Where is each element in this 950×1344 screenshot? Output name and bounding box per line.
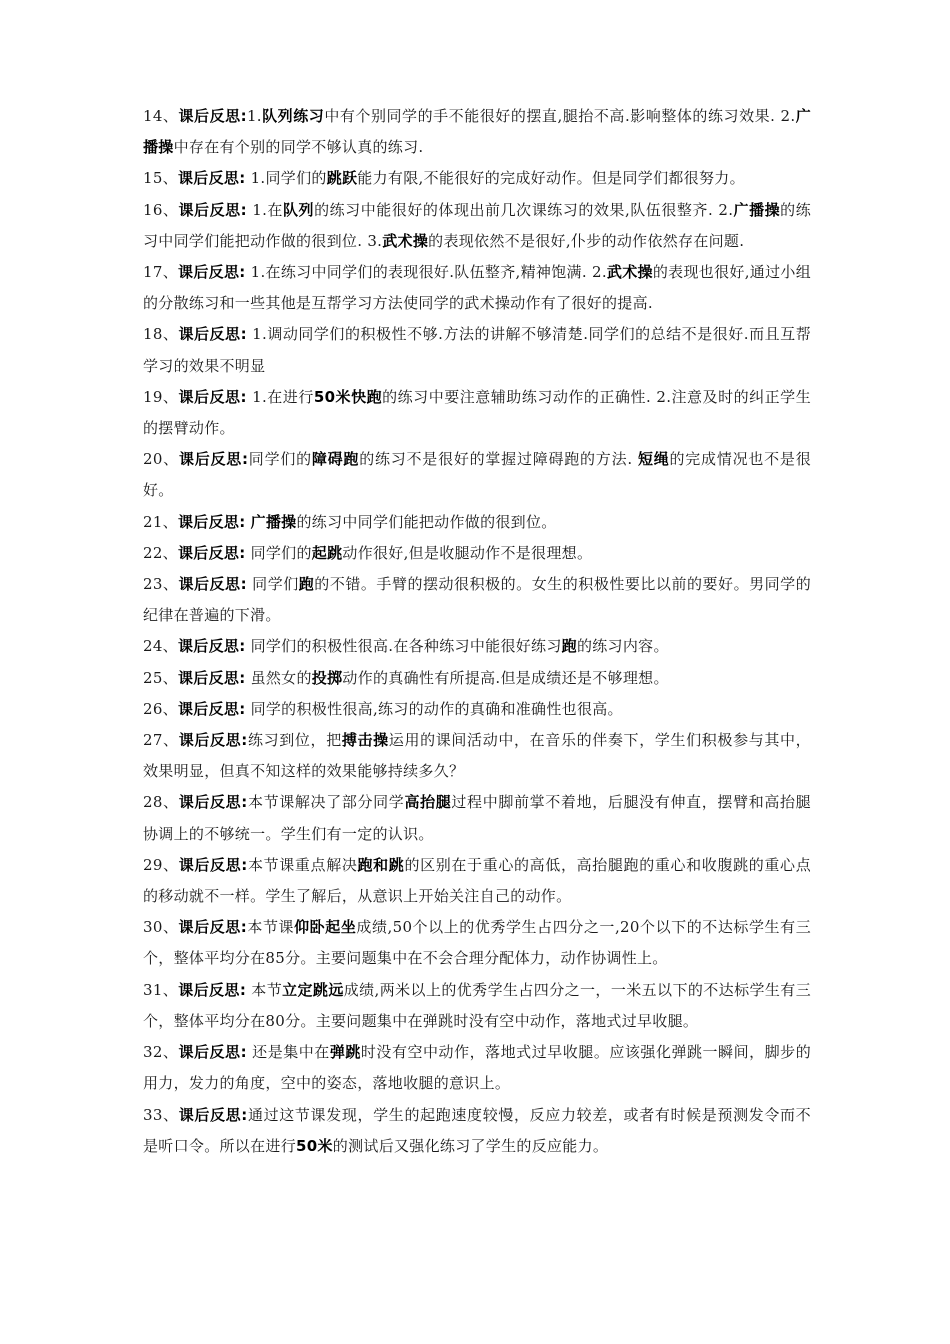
entry-text: 通过这节课发现，学生的起跑速度较慢，反应力较差，或者有时候是预测发令而不是听口令。所以在进行 <box>143 1105 811 1155</box>
entry-text: 的测试后又强化练习了学生的反应能力。 <box>332 1136 609 1155</box>
entry-heading: 课后反思: <box>178 543 246 562</box>
entry-text: 的完成情况也不是很好。 <box>143 450 811 500</box>
highlight-term: 跑和跳 <box>357 855 405 874</box>
entry-heading: 课后反思: <box>178 169 246 188</box>
entry-heading: 课后反思: <box>178 668 246 687</box>
reflection-entry <box>143 725 811 787</box>
entry-text: 的不错。手臂的摆动很积极的。女生的积极性要比以前的要好。男同学的纪律在普遍的下滑。 <box>143 575 811 625</box>
reflection-entry <box>143 163 811 194</box>
reflection-entry <box>143 195 811 257</box>
entry-heading: 课后反思: <box>178 918 248 937</box>
entry-text: 33、 <box>143 1105 179 1124</box>
entry-text: 本节课解决了部分同学 <box>247 793 405 812</box>
highlight-term: 50米 <box>296 1136 333 1155</box>
entry-text: 1. <box>246 107 262 125</box>
entry-text: 中有个别同学的手不能很好的摆直,腿抬不高.影响整体的练习效果. 2. <box>324 107 796 125</box>
entry-text: 14、 <box>143 107 179 125</box>
highlight-term: 跳跃 <box>326 169 358 188</box>
entry-heading: 课后反思: <box>178 793 248 812</box>
entry-text: 的练习中同学们能把动作做的很到位。 <box>296 512 557 531</box>
entry-text: 27、 <box>143 731 179 750</box>
entry-heading: 课后反思: <box>178 1043 247 1062</box>
entry-text: 中存在有个别的同学不够认真的练习. <box>173 138 424 157</box>
entry-heading: 课后反思: <box>178 512 246 531</box>
entry-text: 的练习不是很好的掌握过障碍跑的方法. <box>359 450 638 469</box>
entry-text: 的表现依然不是很好,仆步的动作依然存在问题. <box>428 231 745 250</box>
highlight-term: 跑 <box>298 575 315 594</box>
reflection-entry <box>143 1100 811 1162</box>
highlight-term: 队列练习 <box>261 107 325 125</box>
reflection-entry <box>143 631 811 662</box>
entry-text: 动作很好,但是收腿动作不是很理想。 <box>342 543 593 562</box>
entry-text: 15、 <box>143 169 178 188</box>
entry-text: 的练习中能很好的体现出前几次课练习的效果,队伍很整齐. 2. <box>314 200 734 219</box>
entry-text: 1.调动同学们的积极性不够.方法的讲解不够清楚.同学们的总结不是很好.而且互帮学习的效果不明显 <box>143 325 811 375</box>
entry-heading: 课后反思: <box>178 387 247 406</box>
entry-text: 17、 <box>143 263 179 282</box>
entry-text: 还是集中在 <box>246 1043 330 1062</box>
entry-text: 28、 <box>143 793 179 812</box>
highlight-term: 50米快跑 <box>313 387 383 406</box>
highlight-term: 队列 <box>282 200 315 219</box>
highlight-term: 广播操 <box>143 107 811 157</box>
reflection-entry <box>143 444 811 506</box>
reflection-entry <box>143 912 811 974</box>
entry-text: 1.在练习中同学们的表现很好.队伍整齐,精神饱满. 2. <box>245 263 607 282</box>
entry-text: 本节课重点解决 <box>247 855 358 874</box>
entry-text: 31、 <box>143 980 179 999</box>
entry-text: 的练习中同学们能把动作做的很到位. 3. <box>143 200 812 250</box>
reflection-entry <box>143 850 811 912</box>
reflection-entry <box>143 787 811 849</box>
entry-text: 29、 <box>143 855 179 874</box>
entry-text: 20、 <box>143 450 179 469</box>
entry-heading: 课后反思: <box>178 637 246 656</box>
highlight-term: 高抬腿 <box>404 793 452 812</box>
entry-text: 时没有空中动作，落地式过早收腿。应该强化弹跳一瞬间，脚步的用力，发力的角度，空中的姿态，落地收腿的意识上。 <box>143 1043 811 1093</box>
highlight-term: 立定跳远 <box>282 980 344 999</box>
entry-text: 25、 <box>143 668 178 687</box>
highlight-term: 仰卧起坐 <box>294 918 357 937</box>
highlight-term: 投掷 <box>311 668 343 687</box>
reflection-entry <box>143 382 811 444</box>
highlight-term: 起跳 <box>311 543 343 562</box>
entry-text: 16、 <box>143 200 179 219</box>
entry-text: 21、 <box>143 512 178 531</box>
highlight-term: 短绳 <box>637 450 670 469</box>
reflection-entry <box>143 569 811 631</box>
entry-heading: 课后反思: <box>178 325 247 344</box>
entry-text: 1.在 <box>246 200 283 219</box>
entry-text: 同学们的积极性很高.在各种练习中能很好练习 <box>245 637 562 656</box>
entry-text: 运用的课间活动中，在音乐的伴奏下，学生们积极参与其中，效果明显，但真不知这样的效果能够持续多久？ <box>143 731 811 781</box>
reflection-entry <box>143 694 811 725</box>
entry-text: 1.在进行 <box>246 387 314 406</box>
entry-text: 同学的积极性很高,练习的动作的真确和准确性也很高。 <box>245 699 623 718</box>
reflection-list <box>143 101 811 1162</box>
entry-heading: 课后反思: <box>178 699 246 718</box>
reflection-entry <box>143 257 811 319</box>
entry-text: 虽然女的 <box>245 668 312 687</box>
entry-text: 的表现也很好,通过小组的分散练习和一些其他是互帮学习方法使同学的武术操动作有了很好的提高. <box>143 263 811 313</box>
highlight-term: 武术操 <box>382 231 429 250</box>
entry-text: 32、 <box>143 1043 179 1062</box>
entry-text: 19、 <box>143 387 179 406</box>
reflection-entry <box>143 101 811 163</box>
entry-text: 同学们 <box>246 575 299 594</box>
entry-text: 30、 <box>143 918 179 937</box>
entry-text: 26、 <box>143 699 178 718</box>
entry-text: 的区别在于重心的高低，高抬腿跑的重心和收腹跳的重心点的移动就不一样。学生了解后，从意识上开始关注自己的动作。 <box>143 855 811 906</box>
entry-text: 过程中脚前掌不着地，后腿没有伸直，摆臂和高抬腿协调上的不够统一。学生们有一定的认识。 <box>143 793 811 843</box>
highlight-term: 弹跳 <box>329 1043 361 1062</box>
entry-heading: 课后反思: <box>178 731 248 750</box>
entry-text: 的练习内容。 <box>576 637 669 656</box>
entry-text: 18、 <box>143 325 179 344</box>
entry-heading: 课后反思: <box>178 855 248 874</box>
reflection-entry <box>143 507 811 538</box>
entry-text: 成绩,50个以上的优秀学生占四分之一,20个以下的不达标学生有三个，整体平均分在85分。主要问题集中在不会合理分配体力，动作协调性上。 <box>143 918 811 968</box>
entry-text: 同学们的 <box>248 450 312 469</box>
reflection-entry <box>143 538 811 569</box>
entry-text: 的练习中要注意辅助练习动作的正确性. 2.注意及时的纠正学生的摆臂动作。 <box>143 387 812 438</box>
highlight-term: 广播操 <box>250 512 297 531</box>
entry-text: 动作的真确性有所提高.但是成绩还是不够理想。 <box>342 668 669 687</box>
entry-text: 练习到位，把 <box>247 731 342 750</box>
entry-text: 能力有限,不能很好的完成好动作。但是同学们都很努力。 <box>357 169 745 188</box>
entry-heading: 课后反思: <box>178 200 247 219</box>
entry-heading: 课后反思: <box>178 980 247 999</box>
highlight-term: 武术操 <box>606 263 653 282</box>
reflection-entry <box>143 975 811 1037</box>
entry-text: 同学们的 <box>245 543 312 562</box>
entry-text: 本节课 <box>247 918 295 937</box>
highlight-term: 跑 <box>561 637 577 656</box>
reflection-entry <box>143 663 811 694</box>
entry-text: 23、 <box>143 575 179 594</box>
entry-text: 22、 <box>143 543 178 562</box>
highlight-term: 广播操 <box>733 200 781 219</box>
entry-heading: 课后反思: <box>178 263 246 282</box>
entry-heading: 课后反思: <box>178 450 249 469</box>
entry-heading: 课后反思: <box>178 1105 248 1124</box>
reflection-entry <box>143 319 811 381</box>
entry-text: 1.同学们的 <box>245 169 327 188</box>
reflection-entry <box>143 1037 811 1099</box>
entry-text: 本节 <box>246 980 283 999</box>
highlight-term: 搏击操 <box>341 731 389 750</box>
entry-heading: 课后反思: <box>178 575 247 594</box>
highlight-term: 障碍跑 <box>311 450 360 469</box>
entry-text: 24、 <box>143 637 178 656</box>
entry-heading: 课后反思: <box>178 107 247 125</box>
entry-text: 成绩,两米以上的优秀学生占四分之一，一米五以下的不达标学生有三个，整体平均分在80分。主要问题集中在弹跳时没有空中动作，落地式过早收腿。 <box>143 980 811 1030</box>
